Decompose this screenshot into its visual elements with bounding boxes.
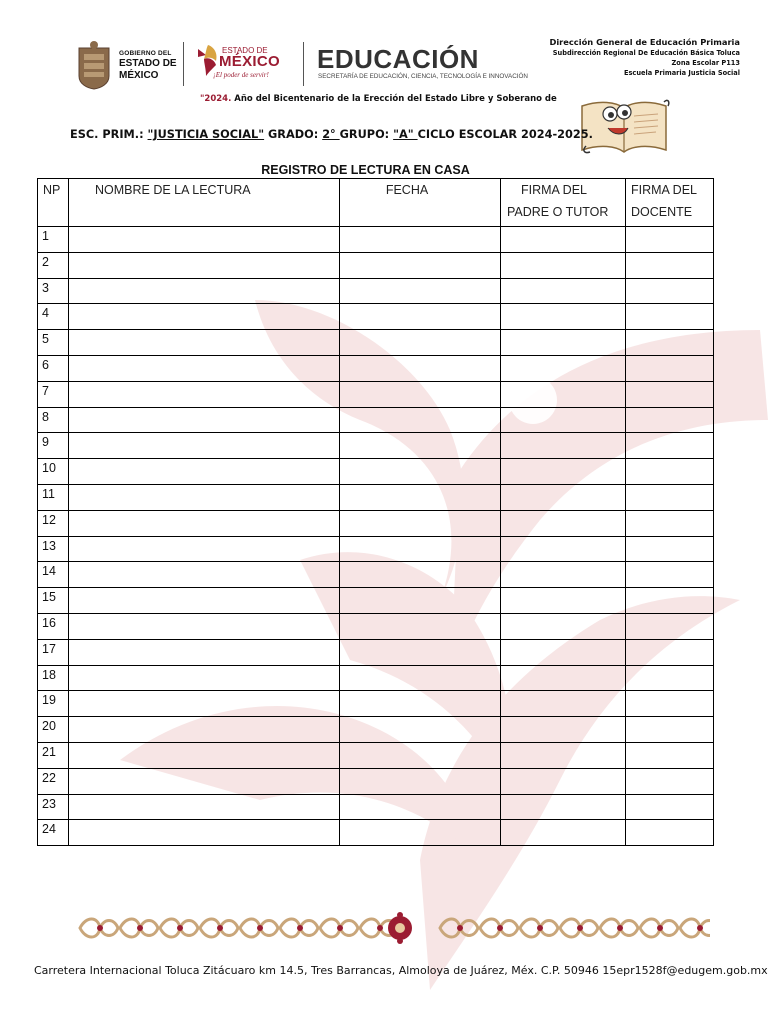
header-np: NP [38, 179, 69, 227]
row-number: 2 [38, 252, 69, 278]
row-number: 17 [38, 639, 69, 665]
cell-firma-docente[interactable] [626, 588, 714, 614]
cell-fecha[interactable] [340, 227, 501, 253]
row-number: 20 [38, 717, 69, 743]
cell-fecha[interactable] [340, 691, 501, 717]
cell-fecha[interactable] [340, 330, 501, 356]
cell-firma-docente[interactable] [626, 820, 714, 846]
table-row [38, 717, 714, 743]
cell-fecha[interactable] [340, 536, 501, 562]
grade-value: 2° [322, 128, 340, 141]
cell-fecha[interactable] [340, 820, 501, 846]
cell-firma-padre[interactable] [501, 227, 626, 253]
group-label: GRUPO: [339, 128, 394, 141]
table-header-row [38, 179, 714, 227]
cell-nombre[interactable] [69, 588, 340, 614]
ornament-motif [120, 919, 158, 937]
ornament-motif [240, 919, 278, 937]
cell-nombre[interactable] [69, 665, 340, 691]
cell-nombre[interactable] [69, 278, 340, 304]
row-number: 4 [38, 304, 69, 330]
row-number: 24 [38, 820, 69, 846]
cell-fecha[interactable] [340, 639, 501, 665]
cell-firma-padre[interactable] [501, 484, 626, 510]
ornament-motif [560, 919, 598, 937]
cell-firma-docente[interactable] [626, 407, 714, 433]
cell-firma-padre[interactable] [501, 330, 626, 356]
cell-nombre[interactable] [69, 304, 340, 330]
table-row [38, 768, 714, 794]
row-number: 5 [38, 330, 69, 356]
cell-fecha[interactable] [340, 252, 501, 278]
table-row [38, 459, 714, 485]
cell-firma-padre[interactable] [501, 665, 626, 691]
table-row [38, 330, 714, 356]
table-body [38, 227, 714, 846]
table-row [38, 252, 714, 278]
row-number: 22 [38, 768, 69, 794]
cell-fecha[interactable] [340, 794, 501, 820]
group-value: "A" [393, 128, 418, 141]
school-label: ESC. PRIM.: [70, 128, 148, 141]
cell-fecha[interactable] [340, 510, 501, 536]
cell-firma-docente[interactable] [626, 278, 714, 304]
cell-firma-docente[interactable] [626, 459, 714, 485]
edomex-small-text: ESTADO DE [222, 46, 268, 55]
cell-firma-padre[interactable] [501, 639, 626, 665]
table-row [38, 355, 714, 381]
cell-nombre[interactable] [69, 510, 340, 536]
header-firma-docente [626, 179, 714, 227]
cell-firma-docente[interactable] [626, 768, 714, 794]
cell-firma-docente[interactable] [626, 433, 714, 459]
cell-fecha[interactable] [340, 665, 501, 691]
cell-firma-padre[interactable] [501, 510, 626, 536]
table-row [38, 433, 714, 459]
cell-firma-docente[interactable] [626, 381, 714, 407]
table-row [38, 304, 714, 330]
school-cycle: CICLO ESCOLAR 2024-2025. [417, 128, 593, 141]
cell-firma-docente[interactable] [626, 613, 714, 639]
cell-firma-docente[interactable] [626, 717, 714, 743]
row-number: 9 [38, 433, 69, 459]
row-number: 23 [38, 794, 69, 820]
cell-firma-docente[interactable] [626, 252, 714, 278]
cell-fecha[interactable] [340, 459, 501, 485]
table-row [38, 278, 714, 304]
cell-firma-docente[interactable] [626, 665, 714, 691]
cell-nombre[interactable] [69, 536, 340, 562]
gobierno-line2: ESTADO DE [119, 58, 177, 69]
table-row [38, 381, 714, 407]
year-motto-text: Año del Bicentenario de la Erección del Estado Libre y Soberano de [231, 94, 557, 104]
row-number: 19 [38, 691, 69, 717]
cell-firma-docente[interactable] [626, 794, 714, 820]
cell-fecha[interactable] [340, 768, 501, 794]
cell-firma-padre[interactable] [501, 433, 626, 459]
cell-fecha[interactable] [340, 433, 501, 459]
footer-address: Carretera Internacional Toluca Zitácuaro km 14.5, Tres Barrancas, Almoloya de Juárez, Méx. C.P. 50946 15epr1528f@edugem.gob.mx [34, 964, 768, 977]
cell-nombre[interactable] [69, 407, 340, 433]
cell-nombre[interactable] [69, 691, 340, 717]
logo-divider-2 [303, 42, 304, 86]
ornament-motif [680, 919, 710, 937]
cell-firma-docente[interactable] [626, 510, 714, 536]
header-firma-padre-line2: PADRE O TUTOR [507, 205, 609, 219]
table-row [38, 227, 714, 253]
header-firma-docente-line1: FIRMA DEL [631, 183, 697, 197]
table-title: REGISTRO DE LECTURA EN CASA [261, 163, 470, 177]
header-nombre: NOMBRE DE LA LECTURA [69, 179, 340, 227]
state-seal-icon [75, 40, 113, 90]
cell-fecha[interactable] [340, 588, 501, 614]
year-motto [200, 94, 557, 104]
header-firma-padre [501, 179, 626, 227]
ornament-motif [480, 919, 518, 937]
table-row [38, 588, 714, 614]
row-number: 21 [38, 742, 69, 768]
row-number: 14 [38, 562, 69, 588]
cell-firma-padre[interactable] [501, 588, 626, 614]
cell-nombre[interactable] [69, 484, 340, 510]
cell-firma-padre[interactable] [501, 820, 626, 846]
table-row [38, 820, 714, 846]
ornament-motif [440, 919, 478, 937]
cell-fecha[interactable] [340, 407, 501, 433]
ornament-motif [320, 919, 358, 937]
cell-nombre[interactable] [69, 381, 340, 407]
cell-firma-docente[interactable] [626, 227, 714, 253]
cell-firma-docente[interactable] [626, 562, 714, 588]
cell-fecha[interactable] [340, 381, 501, 407]
table-row [38, 665, 714, 691]
cell-firma-docente[interactable] [626, 304, 714, 330]
cell-firma-padre[interactable] [501, 794, 626, 820]
cell-firma-padre[interactable] [501, 768, 626, 794]
table-row [38, 742, 714, 768]
row-number: 15 [38, 588, 69, 614]
institution-line4: Escuela Primaria Justicia Social [624, 69, 740, 77]
institution-line3: Zona Escolar P113 [671, 59, 740, 67]
row-number: 16 [38, 613, 69, 639]
cell-firma-padre[interactable] [501, 562, 626, 588]
cell-firma-padre[interactable] [501, 252, 626, 278]
cell-nombre[interactable] [69, 820, 340, 846]
ornament-center-flower [388, 912, 412, 944]
educacion-subtitle: SECRETARÍA DE EDUCACIÓN, CIENCIA, TECNOLOGÍA E INNOVACIÓN [318, 73, 528, 80]
row-number: 8 [38, 407, 69, 433]
gobierno-logo-text [119, 49, 177, 82]
cell-nombre[interactable] [69, 742, 340, 768]
table-row [38, 562, 714, 588]
ornament-motif [80, 919, 118, 937]
cell-firma-docente[interactable] [626, 536, 714, 562]
row-number: 10 [38, 459, 69, 485]
decorative-border-icon [70, 912, 710, 944]
edomex-slogan: ¡El poder de servir! [213, 71, 269, 79]
header-fecha: FECHA [340, 179, 501, 227]
table-row [38, 613, 714, 639]
cell-firma-padre[interactable] [501, 613, 626, 639]
institution-line1: Dirección General de Educación Primaria [549, 37, 740, 47]
institution-line2: Subdirección Regional De Educación Básica Toluca [552, 49, 740, 57]
cell-nombre[interactable] [69, 562, 340, 588]
table-row [38, 536, 714, 562]
ornament-motif [600, 919, 638, 937]
cell-firma-padre[interactable] [501, 355, 626, 381]
cell-fecha[interactable] [340, 742, 501, 768]
book-mascot-icon [576, 92, 672, 156]
cell-fecha[interactable] [340, 355, 501, 381]
row-number: 13 [38, 536, 69, 562]
grade-label: GRADO: [264, 128, 323, 141]
table-row [38, 407, 714, 433]
ornament-motif [280, 919, 318, 937]
cell-firma-docente[interactable] [626, 355, 714, 381]
row-number: 6 [38, 355, 69, 381]
logo-divider [183, 42, 184, 86]
row-number: 12 [38, 510, 69, 536]
cell-firma-padre[interactable] [501, 536, 626, 562]
cell-nombre[interactable] [69, 459, 340, 485]
cell-firma-padre[interactable] [501, 459, 626, 485]
cell-nombre[interactable] [69, 433, 340, 459]
cell-firma-padre[interactable] [501, 278, 626, 304]
table-row [38, 794, 714, 820]
reading-register-table [37, 178, 714, 846]
row-number: 1 [38, 227, 69, 253]
year-motto-prefix: "2024. [200, 94, 232, 104]
cell-nombre[interactable] [69, 355, 340, 381]
cell-nombre[interactable] [69, 330, 340, 356]
cell-firma-padre[interactable] [501, 717, 626, 743]
cell-firma-docente[interactable] [626, 639, 714, 665]
cell-nombre[interactable] [69, 227, 340, 253]
row-number: 18 [38, 665, 69, 691]
cell-nombre[interactable] [69, 639, 340, 665]
cell-firma-padre[interactable] [501, 407, 626, 433]
cell-fecha[interactable] [340, 484, 501, 510]
school-info-line [70, 128, 593, 141]
cell-firma-docente[interactable] [626, 742, 714, 768]
cell-firma-padre[interactable] [501, 304, 626, 330]
gobierno-line1: GOBIERNO DEL [119, 50, 172, 57]
institution-block [549, 37, 740, 78]
cell-firma-padre[interactable] [501, 381, 626, 407]
row-number: 3 [38, 278, 69, 304]
gobierno-line3: MÉXICO [119, 70, 159, 81]
cell-nombre[interactable] [69, 613, 340, 639]
header-firma-docente-line2: DOCENTE [631, 205, 693, 219]
cell-fecha[interactable] [340, 717, 501, 743]
cell-nombre[interactable] [69, 794, 340, 820]
cell-fecha[interactable] [340, 562, 501, 588]
cell-nombre[interactable] [69, 768, 340, 794]
educacion-title: EDUCACIÓN [317, 44, 479, 74]
cell-fecha[interactable] [340, 613, 501, 639]
cell-nombre[interactable] [69, 717, 340, 743]
header-firma-padre-line1: FIRMA DEL [521, 183, 587, 197]
cell-firma-docente[interactable] [626, 484, 714, 510]
edomex-big-text: MÉXICO [219, 53, 280, 70]
table-row [38, 691, 714, 717]
row-number: 7 [38, 381, 69, 407]
school-name: "JUSTICIA SOCIAL" [147, 128, 265, 141]
row-number: 11 [38, 484, 69, 510]
cell-nombre[interactable] [69, 252, 340, 278]
cell-fecha[interactable] [340, 278, 501, 304]
ornament-motif [200, 919, 238, 937]
ornament-motif [160, 919, 198, 937]
table-row [38, 639, 714, 665]
ornament-motif [520, 919, 558, 937]
table-row [38, 484, 714, 510]
cell-firma-padre[interactable] [501, 691, 626, 717]
table-row [38, 510, 714, 536]
ornament-motif [640, 919, 678, 937]
cell-firma-docente[interactable] [626, 330, 714, 356]
cell-firma-docente[interactable] [626, 691, 714, 717]
cell-fecha[interactable] [340, 304, 501, 330]
cell-firma-padre[interactable] [501, 742, 626, 768]
